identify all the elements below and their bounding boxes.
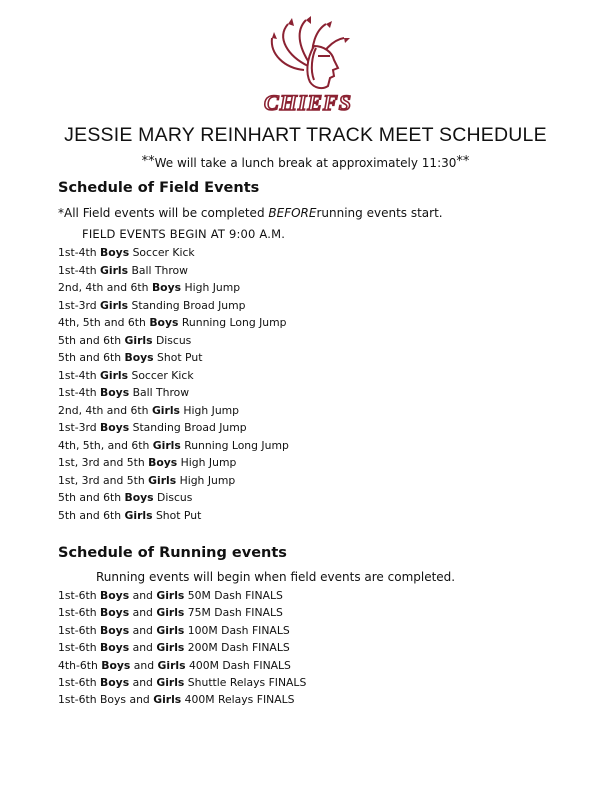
- list-item: 1st-6th Boys and Girls 400M Relays FINALS: [58, 693, 295, 707]
- lunch-note: **We will take a lunch break at approximately 11:30**: [141, 154, 470, 170]
- list-item: 1st-4th Boys Ball Throw: [58, 386, 190, 399]
- list-item: 5th and 6th Girls Shot Put: [58, 508, 202, 522]
- list-item: 1st, 3rd and 5th Girls High Jump: [58, 473, 236, 487]
- list-item: 4th-6th Boys and Girls 400M Dash FINALS: [58, 658, 291, 672]
- list-item: 4th, 5th, and 6th Girls Running Long Jump: [58, 438, 289, 452]
- list-item: 1st-6th Boys and Girls 75M Dash FINALS: [58, 606, 283, 620]
- list-item: 5th and 6th Boys Shot Put: [58, 351, 203, 364]
- list-item: 1st, 3rd and 5th Boys High Jump: [58, 456, 237, 469]
- field-events-list: [58, 244, 289, 524]
- list-item: 1st-3rd Girls Standing Broad Jump: [58, 298, 246, 312]
- list-item: 4th, 5th and 6th Boys Running Long Jump: [58, 316, 287, 329]
- running-events-note: Running events will begin when field events are completed.: [96, 570, 456, 584]
- list-item: 2nd, 4th and 6th Boys High Jump: [58, 281, 241, 294]
- list-item: 5th and 6th Girls Discus: [58, 333, 192, 347]
- field-events-begin: FIELD EVENTS BEGIN AT 9:00 A.M.: [82, 227, 286, 241]
- list-item: 1st-4th Girls Soccer Kick: [58, 368, 194, 382]
- field-events-note: *All Field events will be completed BEFORErunning events start.: [58, 206, 443, 220]
- list-item: 5th and 6th Boys Discus: [58, 491, 193, 504]
- field-events-heading: Schedule of Field Events: [58, 180, 260, 196]
- page-title: JESSIE MARY REINHART TRACK MEET SCHEDULE: [64, 124, 547, 146]
- list-item: 1st-6th Boys and Girls 50M Dash FINALS: [58, 589, 283, 602]
- chiefs-logo-icon: [258, 16, 358, 118]
- logo-text: CHIEFS: [264, 90, 352, 115]
- list-item: 1st-6th Boys and Girls 200M Dash FINALS: [58, 641, 290, 655]
- running-events-heading: Schedule of Running events: [58, 545, 287, 561]
- list-item: 1st-4th Girls Ball Throw: [58, 263, 188, 277]
- list-item: 1st-4th Boys Soccer Kick: [58, 246, 195, 259]
- list-item: 1st-3rd Boys Standing Broad Jump: [58, 421, 247, 434]
- list-item: 2nd, 4th and 6th Girls High Jump: [58, 403, 240, 417]
- running-events-list: [58, 587, 306, 709]
- list-item: 1st-6th Boys and Girls 100M Dash FINALS: [58, 623, 290, 637]
- list-item: 1st-6th Boys and Girls Shuttle Relays FINALS: [58, 675, 307, 689]
